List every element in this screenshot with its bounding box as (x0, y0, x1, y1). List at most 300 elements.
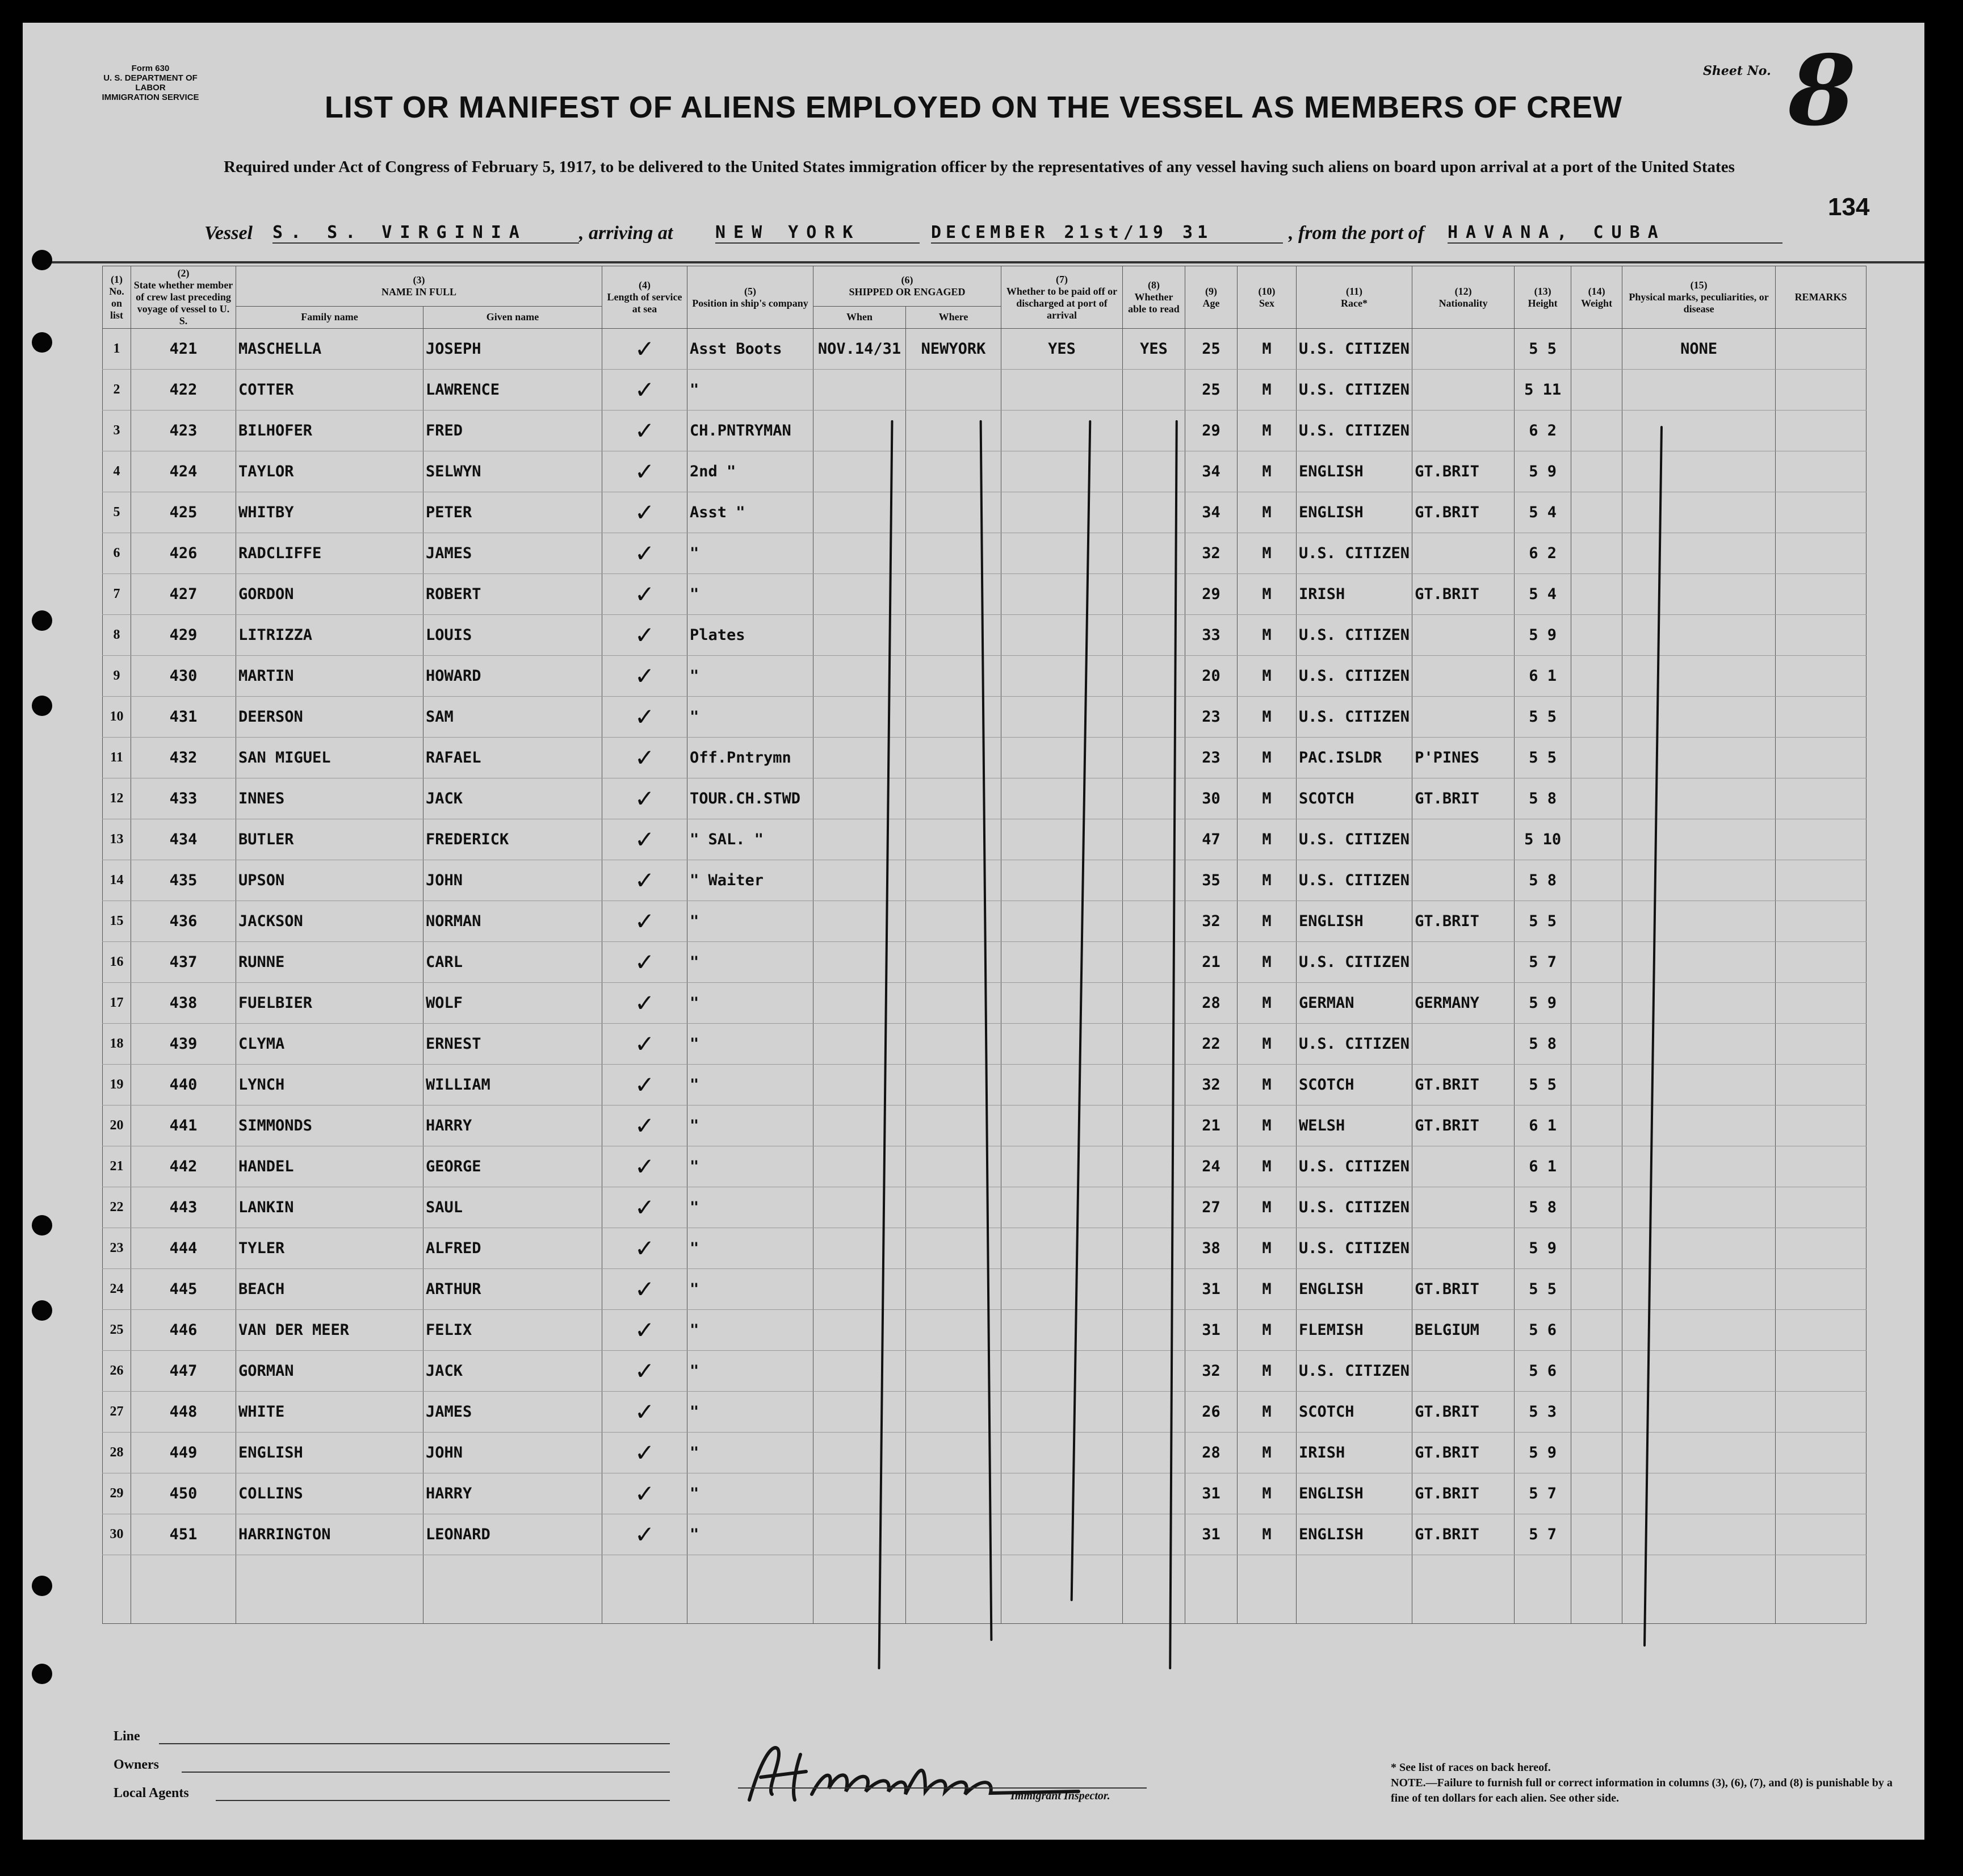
given-name-cell: ARTHUR (423, 1269, 602, 1310)
height-cell: 5 9 (1515, 1228, 1571, 1269)
service-check-cell: ✓ (602, 860, 687, 901)
service-check-cell: ✓ (602, 1065, 687, 1106)
nationality-cell: GT.BRIT (1412, 1473, 1515, 1514)
family-name-cell: TYLER (236, 1228, 423, 1269)
row-number-cell: 4 (103, 451, 131, 492)
height-cell: 5 9 (1515, 983, 1571, 1024)
row-number-cell: 21 (103, 1146, 131, 1187)
height-cell: 5 8 (1515, 1187, 1571, 1228)
binder-hole (32, 1300, 52, 1321)
paid-off-cell (1001, 1433, 1123, 1473)
row-number-cell: 9 (103, 656, 131, 697)
remarks-cell (1776, 370, 1866, 411)
height-cell: 5 5 (1515, 738, 1571, 778)
physical-marks-cell (1622, 492, 1776, 533)
col-header-name-in-full: (3) NAME IN FULL (236, 266, 602, 307)
row-number-cell: 14 (103, 860, 131, 901)
age-cell: 23 (1185, 738, 1238, 778)
weight-cell (1571, 1392, 1622, 1433)
arriving-label: , arriving at (579, 223, 673, 244)
table-row (103, 1146, 1866, 1187)
nationality-cell: GT.BRIT (1412, 1269, 1515, 1310)
arriving-port: NEW YORK (715, 223, 920, 244)
family-name-cell: LANKIN (236, 1187, 423, 1228)
height-cell: 5 8 (1515, 778, 1571, 819)
position-cell: " (687, 574, 813, 615)
line-label: Line (114, 1729, 140, 1744)
inspector-rule (738, 1787, 1147, 1789)
family-name-cell: BUTLER (236, 819, 423, 860)
weight-cell (1571, 492, 1622, 533)
paid-off-cell (1001, 1269, 1123, 1310)
age-cell: 34 (1185, 451, 1238, 492)
remarks-cell (1776, 411, 1866, 451)
sex-cell: M (1238, 615, 1297, 656)
shipped-when-cell (813, 1065, 906, 1106)
agents-rule (216, 1800, 670, 1801)
shipped-where-cell (906, 860, 1001, 901)
page-subtitle: Required under Act of Congress of February 5, 1917, to be delivered to the United States immigration officer by the representatives of any vessel having such aliens on board upon arrival at a port of the United States (224, 158, 1735, 176)
family-name-cell: FUELBIER (236, 983, 423, 1024)
remarks-cell (1776, 983, 1866, 1024)
table-row (103, 574, 1866, 615)
sex-cell: M (1238, 1146, 1297, 1187)
family-name-cell: GORMAN (236, 1351, 423, 1392)
physical-marks-cell (1622, 1106, 1776, 1146)
service-check-cell: ✓ (602, 1228, 687, 1269)
race-cell: ENGLISH (1297, 451, 1412, 492)
previous-voyage-number-cell: 426 (131, 533, 236, 574)
manifest-sheet (23, 23, 1924, 1840)
position-cell: " (687, 656, 813, 697)
position-cell: " (687, 1514, 813, 1555)
paid-off-cell (1001, 615, 1123, 656)
shipped-when-cell (813, 370, 906, 411)
weight-cell (1571, 983, 1622, 1024)
paid-off-cell (1001, 1310, 1123, 1351)
sex-cell: M (1238, 451, 1297, 492)
paid-off-cell (1001, 1351, 1123, 1392)
physical-marks-cell (1622, 411, 1776, 451)
race-cell: WELSH (1297, 1106, 1412, 1146)
shipped-when-cell (813, 1106, 906, 1146)
height-cell: 5 4 (1515, 492, 1571, 533)
previous-voyage-number-cell: 422 (131, 370, 236, 411)
paid-off-cell (1001, 697, 1123, 738)
sex-cell: M (1238, 860, 1297, 901)
remarks-cell (1776, 492, 1866, 533)
age-cell: 30 (1185, 778, 1238, 819)
paid-off-cell (1001, 1392, 1123, 1433)
service-check-cell: ✓ (602, 1106, 687, 1146)
service-check-cell: ✓ (602, 942, 687, 983)
physical-marks-cell (1622, 1024, 1776, 1065)
row-number-cell: 23 (103, 1228, 131, 1269)
family-name-cell: RUNNE (236, 942, 423, 983)
table-row (103, 329, 1866, 370)
paid-off-cell (1001, 1106, 1123, 1146)
given-name-cell: HOWARD (423, 656, 602, 697)
row-number-cell: 30 (103, 1514, 131, 1555)
previous-voyage-number-cell: 424 (131, 451, 236, 492)
table-row (103, 615, 1866, 656)
service-check-cell: ✓ (602, 1392, 687, 1433)
physical-marks-cell (1622, 1269, 1776, 1310)
race-cell: ENGLISH (1297, 901, 1412, 942)
family-name-cell: MARTIN (236, 656, 423, 697)
height-cell: 5 7 (1515, 942, 1571, 983)
binder-hole (32, 610, 52, 631)
remarks-cell (1776, 697, 1866, 738)
table-row (103, 1392, 1866, 1433)
page-title: LIST OR MANIFEST OF ALIENS EMPLOYED ON THE VESSEL AS MEMBERS OF CREW (324, 90, 1623, 124)
given-name-cell: LEONARD (423, 1514, 602, 1555)
shipped-where-cell (906, 778, 1001, 819)
service-check-cell: ✓ (602, 901, 687, 942)
table-row (103, 411, 1866, 451)
able-to-read-cell (1123, 1106, 1185, 1146)
age-cell: 24 (1185, 1146, 1238, 1187)
row-number-cell: 12 (103, 778, 131, 819)
physical-marks-cell (1622, 615, 1776, 656)
paid-off-cell (1001, 1146, 1123, 1187)
position-cell: " (687, 983, 813, 1024)
family-name-cell: INNES (236, 778, 423, 819)
service-check-cell: ✓ (602, 1269, 687, 1310)
position-cell: " (687, 697, 813, 738)
blank-cell (906, 1555, 1001, 1624)
shipped-where-cell: NEWYORK (906, 329, 1001, 370)
race-note: * See list of races on back hereof. (1391, 1761, 1551, 1774)
paid-off-cell (1001, 451, 1123, 492)
family-name-cell: WHITE (236, 1392, 423, 1433)
height-cell: 5 8 (1515, 860, 1571, 901)
service-name: IMMIGRATION SERVICE (102, 93, 199, 102)
previous-voyage-number-cell: 429 (131, 615, 236, 656)
service-check-cell: ✓ (602, 492, 687, 533)
given-name-cell: PETER (423, 492, 602, 533)
given-name-cell: ROBERT (423, 574, 602, 615)
given-name-cell: FRED (423, 411, 602, 451)
shipped-when-cell (813, 1228, 906, 1269)
shipped-where-cell (906, 656, 1001, 697)
sex-cell: M (1238, 329, 1297, 370)
shipped-where-cell (906, 1473, 1001, 1514)
position-cell: " (687, 1065, 813, 1106)
weight-cell (1571, 1514, 1622, 1555)
shipped-when-cell (813, 942, 906, 983)
race-cell: U.S. CITIZEN (1297, 615, 1412, 656)
shipped-where-cell (906, 492, 1001, 533)
height-cell: 6 1 (1515, 656, 1571, 697)
race-cell: U.S. CITIZEN (1297, 329, 1412, 370)
position-cell: TOUR.CH.STWD (687, 778, 813, 819)
service-check-cell: ✓ (602, 819, 687, 860)
able-to-read-cell (1123, 1310, 1185, 1351)
weight-cell (1571, 1187, 1622, 1228)
line-rule (159, 1743, 670, 1744)
shipped-when-cell (813, 574, 906, 615)
blank-cell (1776, 1555, 1866, 1624)
shipped-where-cell (906, 942, 1001, 983)
physical-marks-cell (1622, 533, 1776, 574)
paid-off-cell (1001, 533, 1123, 574)
blank-cell (236, 1555, 423, 1624)
owners-label: Owners (114, 1757, 159, 1772)
service-check-cell: ✓ (602, 983, 687, 1024)
remarks-cell (1776, 329, 1866, 370)
position-cell: " SAL. " (687, 819, 813, 860)
col-header-height: (13) Height (1515, 266, 1571, 329)
family-name-cell: LYNCH (236, 1065, 423, 1106)
height-cell: 5 6 (1515, 1310, 1571, 1351)
shipped-when-cell (813, 901, 906, 942)
shipped-when-cell (813, 1351, 906, 1392)
previous-voyage-number-cell: 430 (131, 656, 236, 697)
physical-marks-cell (1622, 942, 1776, 983)
age-cell: 32 (1185, 1351, 1238, 1392)
blank-cell (813, 1555, 906, 1624)
physical-marks-cell (1622, 901, 1776, 942)
race-cell: FLEMISH (1297, 1310, 1412, 1351)
position-cell: " (687, 533, 813, 574)
col-header-age: (9) Age (1185, 266, 1238, 329)
sex-cell: M (1238, 1187, 1297, 1228)
race-cell: ENGLISH (1297, 1473, 1412, 1514)
shipped-when-cell (813, 1514, 906, 1555)
previous-voyage-number-cell: 437 (131, 942, 236, 983)
physical-marks-cell (1622, 819, 1776, 860)
physical-marks-cell (1622, 1187, 1776, 1228)
sex-cell: M (1238, 1310, 1297, 1351)
family-name-cell: JACKSON (236, 901, 423, 942)
row-number-cell: 3 (103, 411, 131, 451)
row-number-cell: 17 (103, 983, 131, 1024)
family-name-cell: BILHOFER (236, 411, 423, 451)
height-cell: 5 3 (1515, 1392, 1571, 1433)
race-cell: IRISH (1297, 1433, 1412, 1473)
nationality-cell (1412, 1187, 1515, 1228)
blank-cell (1571, 1555, 1622, 1624)
position-cell: " (687, 1269, 813, 1310)
able-to-read-cell (1123, 901, 1185, 942)
binder-hole (32, 1664, 52, 1684)
row-number-cell: 16 (103, 942, 131, 983)
able-to-read-cell (1123, 1351, 1185, 1392)
table-row (103, 1433, 1866, 1473)
table-row (103, 1228, 1866, 1269)
sex-cell: M (1238, 1392, 1297, 1433)
blank-cell (103, 1555, 131, 1624)
nationality-cell: GT.BRIT (1412, 574, 1515, 615)
previous-voyage-number-cell: 440 (131, 1065, 236, 1106)
service-check-cell: ✓ (602, 615, 687, 656)
blank-cell (131, 1555, 236, 1624)
paid-off-cell (1001, 983, 1123, 1024)
shipped-when-cell (813, 860, 906, 901)
age-cell: 31 (1185, 1310, 1238, 1351)
age-cell: 20 (1185, 656, 1238, 697)
table-row (103, 1106, 1866, 1146)
family-name-cell: MASCHELLA (236, 329, 423, 370)
nationality-cell: GT.BRIT (1412, 492, 1515, 533)
row-number-cell: 27 (103, 1392, 131, 1433)
remarks-cell (1776, 1351, 1866, 1392)
age-cell: 27 (1185, 1187, 1238, 1228)
remarks-cell (1776, 901, 1866, 942)
position-cell: " Waiter (687, 860, 813, 901)
position-cell: Asst " (687, 492, 813, 533)
paid-off-cell (1001, 411, 1123, 451)
previous-voyage-number-cell: 433 (131, 778, 236, 819)
sheet-number-label: Sheet No. (1703, 64, 1771, 78)
nationality-cell: GT.BRIT (1412, 1392, 1515, 1433)
previous-voyage-number-cell: 450 (131, 1473, 236, 1514)
nationality-cell (1412, 411, 1515, 451)
remarks-cell (1776, 1392, 1866, 1433)
shipped-when-cell (813, 1146, 906, 1187)
col-header-nationality: (12) Nationality (1412, 266, 1515, 329)
race-cell: U.S. CITIZEN (1297, 697, 1412, 738)
previous-voyage-number-cell: 425 (131, 492, 236, 533)
nationality-cell: GT.BRIT (1412, 1514, 1515, 1555)
shipped-where-cell (906, 901, 1001, 942)
shipped-when-cell (813, 1392, 906, 1433)
position-cell: " (687, 1392, 813, 1433)
given-name-cell: FREDERICK (423, 819, 602, 860)
remarks-cell (1776, 1310, 1866, 1351)
weight-cell (1571, 1269, 1622, 1310)
previous-voyage-number-cell: 445 (131, 1269, 236, 1310)
race-cell: U.S. CITIZEN (1297, 533, 1412, 574)
height-cell: 5 7 (1515, 1514, 1571, 1555)
age-cell: 31 (1185, 1473, 1238, 1514)
race-cell: ENGLISH (1297, 1269, 1412, 1310)
physical-marks-cell (1622, 983, 1776, 1024)
paid-off-cell (1001, 370, 1123, 411)
height-cell: 5 4 (1515, 574, 1571, 615)
weight-cell (1571, 860, 1622, 901)
service-check-cell: ✓ (602, 1351, 687, 1392)
blank-cell (1515, 1555, 1571, 1624)
previous-voyage-number-cell: 449 (131, 1433, 236, 1473)
height-cell: 5 9 (1515, 615, 1571, 656)
given-name-cell: JOSEPH (423, 329, 602, 370)
remarks-cell (1776, 819, 1866, 860)
shipped-when-cell (813, 1473, 906, 1514)
shipped-when-cell (813, 738, 906, 778)
remarks-cell (1776, 942, 1866, 983)
header-row-top (103, 266, 1866, 307)
sex-cell: M (1238, 656, 1297, 697)
position-cell: " (687, 1106, 813, 1146)
table-row (103, 1065, 1866, 1106)
height-cell: 6 2 (1515, 533, 1571, 574)
sex-cell: M (1238, 533, 1297, 574)
position-cell: 2nd " (687, 451, 813, 492)
nationality-cell (1412, 942, 1515, 983)
height-cell: 5 11 (1515, 370, 1571, 411)
given-name-cell: ALFRED (423, 1228, 602, 1269)
height-cell: 5 5 (1515, 1065, 1571, 1106)
given-name-cell: HARRY (423, 1106, 602, 1146)
vessel-label: Vessel (204, 223, 253, 244)
paid-off-cell (1001, 1065, 1123, 1106)
service-check-cell: ✓ (602, 1310, 687, 1351)
height-cell: 5 5 (1515, 329, 1571, 370)
col-header-previous-voyage: (2) State whether member of crew last preceding voyage of vessel to U. S. (131, 266, 236, 329)
col-header-given-name: Given name (423, 306, 602, 328)
sex-cell: M (1238, 983, 1297, 1024)
family-name-cell: HARRINGTON (236, 1514, 423, 1555)
previous-voyage-number-cell: 444 (131, 1228, 236, 1269)
race-cell: U.S. CITIZEN (1297, 370, 1412, 411)
position-cell: Plates (687, 615, 813, 656)
sex-cell: M (1238, 1228, 1297, 1269)
height-cell: 5 9 (1515, 1433, 1571, 1473)
previous-voyage-number-cell: 421 (131, 329, 236, 370)
row-number-cell: 8 (103, 615, 131, 656)
from-port: HAVANA, CUBA (1448, 223, 1782, 244)
previous-voyage-number-cell: 432 (131, 738, 236, 778)
race-cell: U.S. CITIZEN (1297, 1187, 1412, 1228)
remarks-cell (1776, 1228, 1866, 1269)
physical-marks-cell (1622, 778, 1776, 819)
col-header-remarks: REMARKS (1776, 266, 1866, 329)
previous-voyage-number-cell: 448 (131, 1392, 236, 1433)
row-number-cell: 2 (103, 370, 131, 411)
age-cell: 21 (1185, 942, 1238, 983)
sex-cell: M (1238, 901, 1297, 942)
vessel-name: S. S. VIRGINIA (272, 223, 579, 244)
sex-cell: M (1238, 1269, 1297, 1310)
given-name-cell: HARRY (423, 1473, 602, 1514)
previous-voyage-number-cell: 423 (131, 411, 236, 451)
sex-cell: M (1238, 1473, 1297, 1514)
able-to-read-cell (1123, 1187, 1185, 1228)
given-name-cell: GEORGE (423, 1146, 602, 1187)
family-name-cell: SAN MIGUEL (236, 738, 423, 778)
given-name-cell: JAMES (423, 1392, 602, 1433)
given-name-cell: JOHN (423, 1433, 602, 1473)
table-row (103, 370, 1866, 411)
blank-cell (602, 1555, 687, 1624)
able-to-read-cell (1123, 1514, 1185, 1555)
table-row (103, 1473, 1866, 1514)
height-cell: 5 7 (1515, 1473, 1571, 1514)
given-name-cell: SAM (423, 697, 602, 738)
remarks-cell (1776, 451, 1866, 492)
race-cell: U.S. CITIZEN (1297, 1146, 1412, 1187)
previous-voyage-number-cell: 439 (131, 1024, 236, 1065)
race-cell: U.S. CITIZEN (1297, 1024, 1412, 1065)
service-check-cell: ✓ (602, 778, 687, 819)
shipped-where-cell (906, 819, 1001, 860)
position-cell: CH.PNTRYMAN (687, 411, 813, 451)
col-header-weight: (14) Weight (1571, 266, 1622, 329)
age-cell: 31 (1185, 1514, 1238, 1555)
shipped-where-cell (906, 370, 1001, 411)
able-to-read-cell (1123, 1269, 1185, 1310)
nationality-cell (1412, 697, 1515, 738)
physical-marks-cell (1622, 697, 1776, 738)
paid-off-cell (1001, 1473, 1123, 1514)
family-name-cell: BEACH (236, 1269, 423, 1310)
position-cell: " (687, 1146, 813, 1187)
sex-cell: M (1238, 411, 1297, 451)
race-cell: U.S. CITIZEN (1297, 819, 1412, 860)
penalty-note: NOTE.—Failure to furnish full or correct information in columns (3), (6), (7), and (8) is punishable by a fine of ten dollars for each alien. See other side. (1391, 1777, 1893, 1804)
